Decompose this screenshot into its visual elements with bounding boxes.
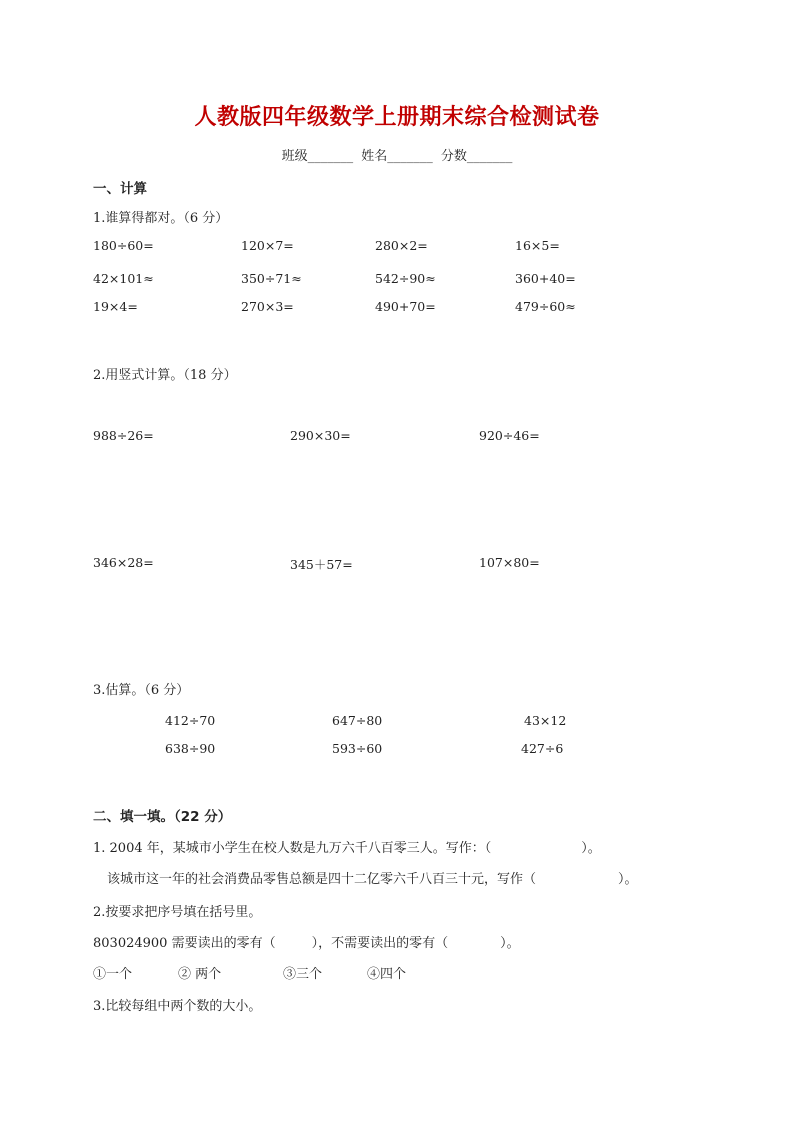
- option: ③三个: [283, 967, 323, 982]
- exercise: 107×80=: [479, 555, 540, 570]
- exercise: 638÷90: [165, 741, 216, 756]
- s2-q1-line-a: [93, 837, 601, 856]
- class-field: 班级_______: [281, 149, 354, 164]
- exercise: 42×101≈: [93, 271, 154, 286]
- exercise: 290×30=: [290, 428, 351, 443]
- page-title: 人教版四年级数学上册期末综合检测试卷: [194, 105, 600, 130]
- exercise: 490+70=: [375, 299, 436, 314]
- exercise: 345＋57=: [290, 557, 353, 572]
- s2-q2-line: [93, 932, 520, 951]
- exercise: 412÷70: [165, 713, 216, 728]
- exercise: 350÷71≈: [241, 271, 302, 286]
- s2-q1-close-a: ）。: [581, 841, 601, 856]
- name-field: 姓名_______: [361, 149, 433, 164]
- exercise: 360+40=: [515, 271, 576, 286]
- exercise: 647÷80: [332, 713, 383, 728]
- q2-title: 2.用竖式计算。（18 分）: [93, 368, 237, 383]
- s2-q2-text-a: 803024900 需要读出的零有（: [93, 936, 276, 951]
- exercise: 593÷60: [332, 741, 383, 756]
- s2-q1-close-b: ）。: [618, 872, 638, 887]
- s2-q1-text-b: 该城市这一年的社会消费品零售总额是四十二亿零六千八百三十元，写作（: [107, 872, 537, 887]
- section2-heading: 二、填一填。（22 分）: [93, 809, 232, 825]
- exercise: 180÷60=: [93, 238, 154, 253]
- section1-heading: 一、计算: [93, 181, 147, 197]
- s2-q2-text-c: ）。: [500, 936, 520, 951]
- exercise: 19×4=: [93, 299, 138, 314]
- s2-q2-title: 2.按要求把序号填在括号里。: [93, 905, 262, 920]
- exercise: 43×12: [524, 713, 567, 728]
- s2-q1-line-b: [107, 868, 638, 887]
- q1-title: 1.谁算得都对。（6 分）: [93, 211, 229, 226]
- score-field: 分数_______: [440, 149, 513, 164]
- exercise: 280×2=: [375, 238, 428, 253]
- exercise: 120×7=: [241, 238, 294, 253]
- s2-q2-text-b: ），不需要读出的零有（: [311, 936, 449, 951]
- exercise: 346×28=: [93, 555, 154, 570]
- exercise: 427÷6: [521, 741, 564, 756]
- student-info-line: [0, 145, 794, 164]
- q3-title: 3.估算。（6 分）: [93, 683, 190, 698]
- exercise: 270×3=: [241, 299, 294, 314]
- option: ② 两个: [178, 967, 222, 982]
- option: ④四个: [367, 967, 407, 982]
- s2-q1-text-a: 1. 2004 年，某城市小学生在校人数是九万六千八百零三人。写作：（: [93, 841, 492, 856]
- exercise: 16×5=: [515, 238, 560, 253]
- exercise: 920÷46=: [479, 428, 540, 443]
- option: ①一个: [93, 967, 133, 982]
- exercise: 542÷90≈: [375, 271, 436, 286]
- exercise: 988÷26=: [93, 428, 154, 443]
- s2-q3-title: 3.比较每组中两个数的大小。: [93, 999, 262, 1014]
- exercise: 479÷60≈: [515, 299, 576, 314]
